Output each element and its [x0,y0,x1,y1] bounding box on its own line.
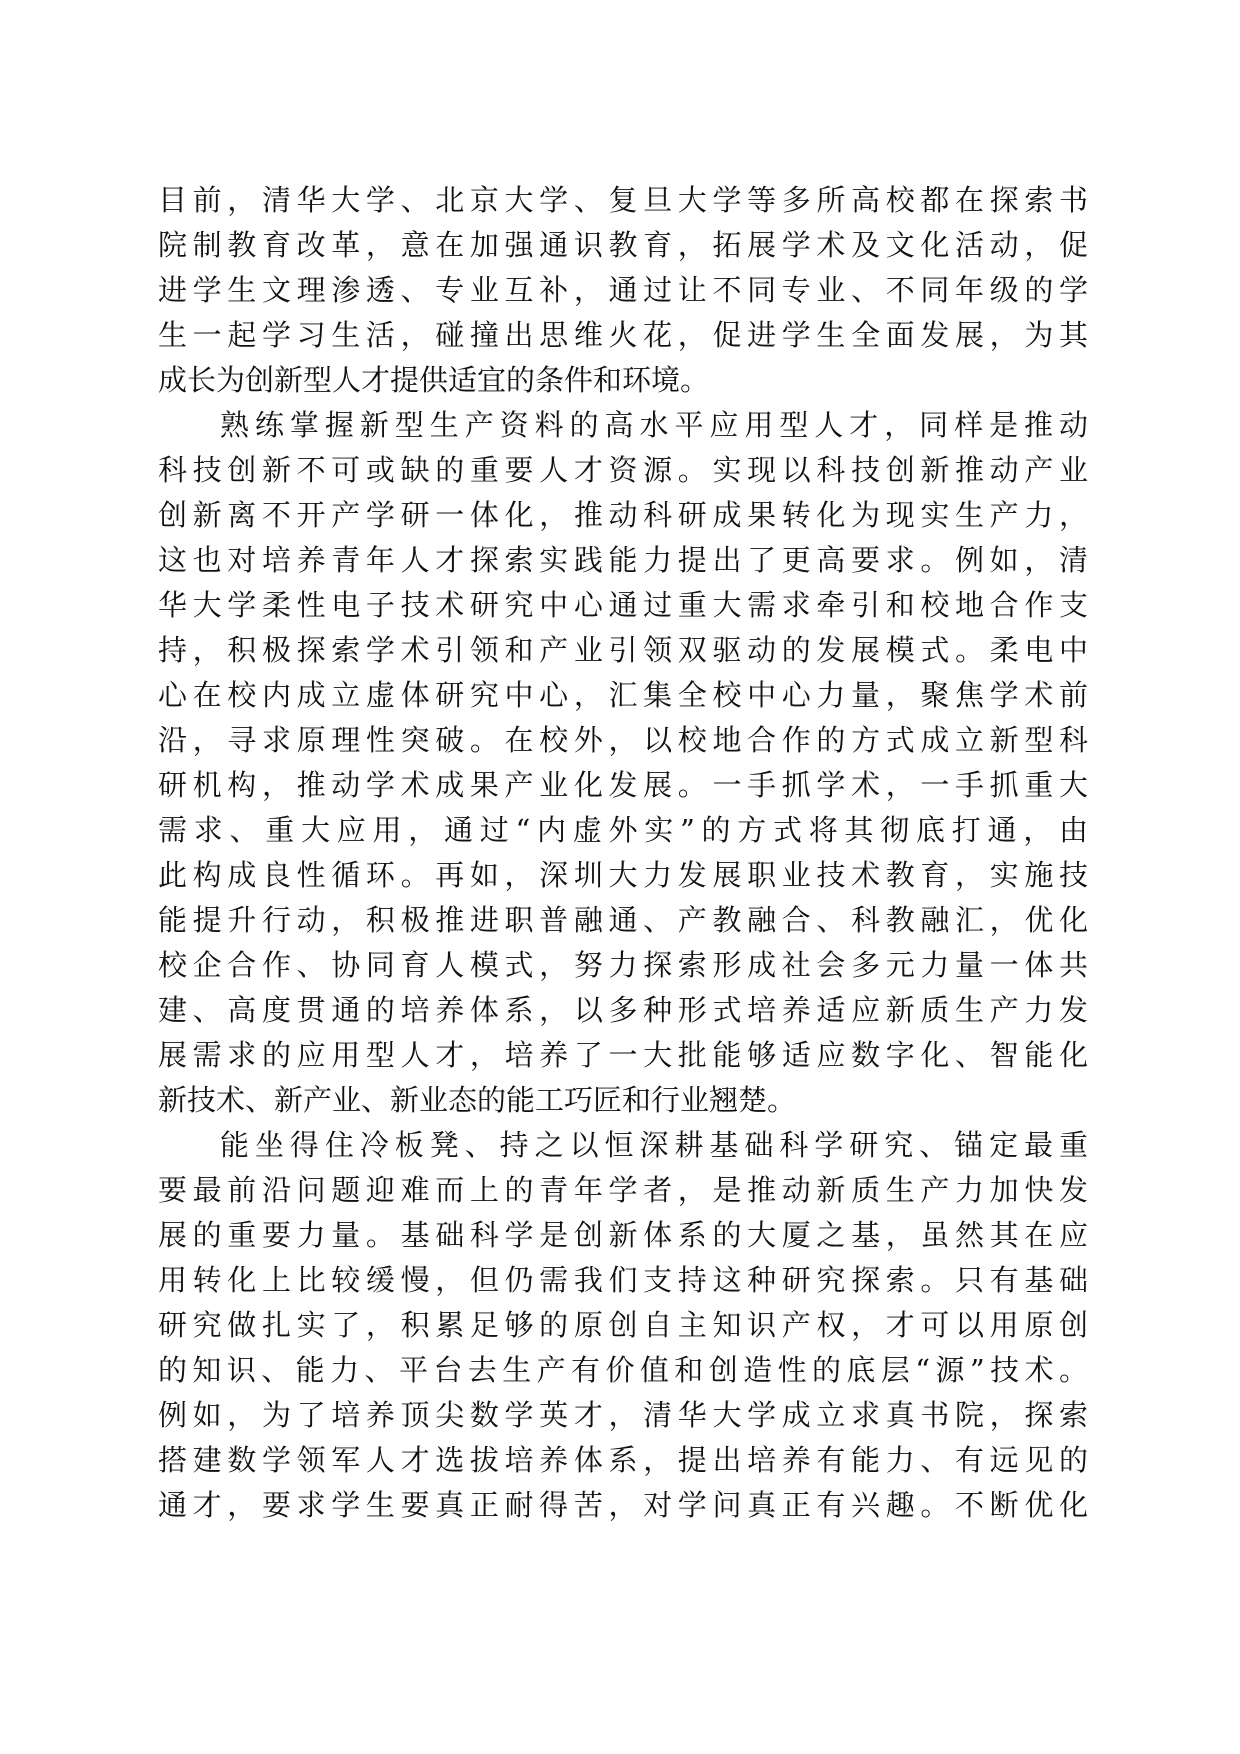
paragraph-1 [158,178,1088,403]
text-line: 通才，要求学生要真正耐得苦，对学问真正有兴趣。不断优化 [158,1488,1088,1522]
text-line: 能坐得住冷板凳、持之以恒深耕基础科学研究、锚定最重 [220,1128,1088,1162]
paragraph-3 [158,1123,1088,1528]
text-line: 例如，为了培养顶尖数学英才，清华大学成立求真书院，探索 [158,1398,1088,1432]
text-line: 的知识、能力、平台去生产有价值和创造性的底层“源”技术。 [158,1353,1088,1387]
text-line: 用转化上比较缓慢，但仍需我们支持这种研究探索。只有基础 [158,1263,1088,1297]
text-line: 成长为创新型人才提供适宜的条件和环境。 [158,363,710,397]
text-line: 生一起学习生活，碰撞出思维火花，促进学生全面发展，为其 [158,318,1088,352]
text-line: 持，积极探索学术引领和产业引领双驱动的发展模式。柔电中 [158,633,1088,667]
text-line: 展的重要力量。基础科学是创新体系的大厦之基，虽然其在应 [158,1218,1088,1252]
text-line: 研究做扎实了，积累足够的原创自主知识产权，才可以用原创 [158,1308,1088,1342]
text-line: 创新离不开产学研一体化，推动科研成果转化为现实生产力， [158,498,1088,532]
text-line: 能提升行动，积极推进职普融通、产教融合、科教融汇，优化 [158,903,1088,937]
text-line: 心在校内成立虚体研究中心，汇集全校中心力量，聚焦学术前 [158,678,1088,712]
text-line: 展需求的应用型人才，培养了一大批能够适应数字化、智能化 [158,1038,1088,1072]
text-line: 建、高度贯通的培养体系，以多种形式培养适应新质生产力发 [158,993,1088,1027]
document-body [158,178,1088,1528]
text-line: 这也对培养青年人才探索实践能力提出了更高要求。例如，清 [158,543,1088,577]
text-line: 此构成良性循环。再如，深圳大力发展职业技术教育，实施技 [158,858,1088,892]
paragraph-2 [158,403,1088,1123]
text-line: 新技术、新产业、新业态的能工巧匠和行业翘楚。 [158,1083,797,1117]
text-line: 目前，清华大学、北京大学、复旦大学等多所高校都在探索书 [158,183,1088,217]
text-line: 校企合作、协同育人模式，努力探索形成社会多元力量一体共 [158,948,1088,982]
text-line: 要最前沿问题迎难而上的青年学者，是推动新质生产力加快发 [158,1173,1088,1207]
text-line: 进学生文理渗透、专业互补，通过让不同专业、不同年级的学 [158,273,1088,307]
text-line: 搭建数学领军人才选拔培养体系，提出培养有能力、有远见的 [158,1443,1088,1477]
text-line: 研机构，推动学术成果产业化发展。一手抓学术，一手抓重大 [158,768,1088,802]
text-line: 院制教育改革，意在加强通识教育，拓展学术及文化活动，促 [158,228,1088,262]
text-line: 沿，寻求原理性突破。在校外，以校地合作的方式成立新型科 [158,723,1088,757]
text-line: 华大学柔性电子技术研究中心通过重大需求牵引和校地合作支 [158,588,1088,622]
text-line: 科技创新不可或缺的重要人才资源。实现以科技创新推动产业 [158,453,1088,487]
text-line: 熟练掌握新型生产资料的高水平应用型人才，同样是推动 [220,408,1088,442]
text-line: 需求、重大应用，通过“内虚外实”的方式将其彻底打通，由 [158,813,1088,847]
